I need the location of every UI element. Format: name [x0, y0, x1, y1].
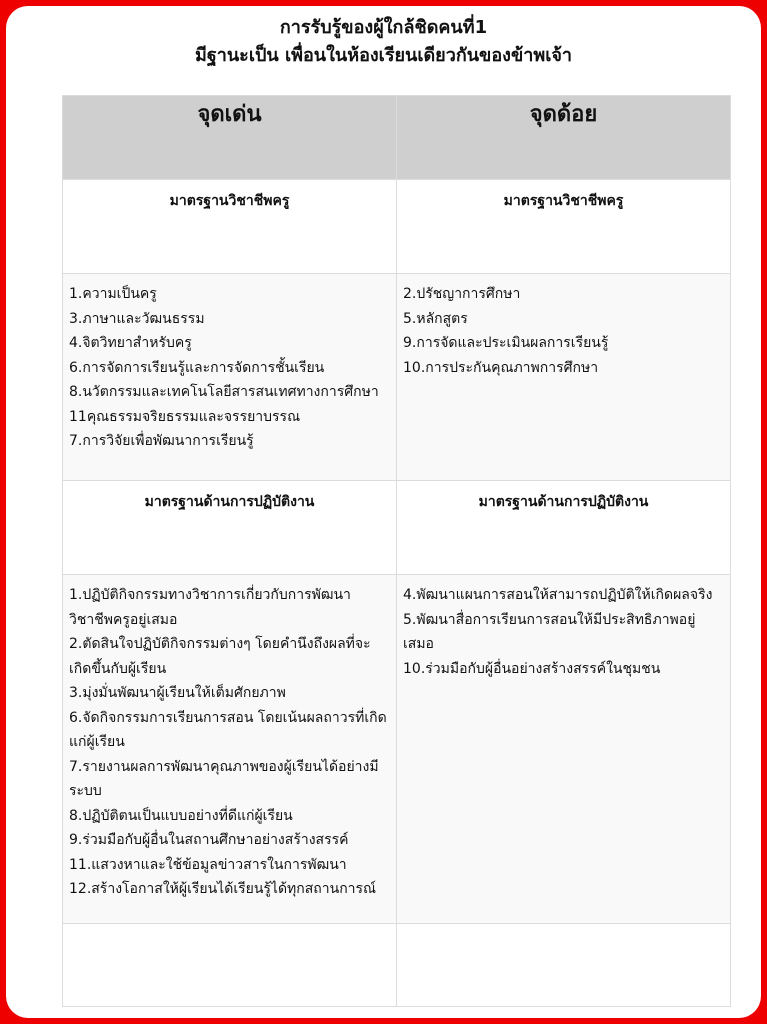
- list-item: 11คุณธรรมจริยธรรมและจรรยาบรรณ: [69, 408, 301, 425]
- page-subtitle: มีฐานะเป็น เพื่อนในห้องเรียนเดียวกันของข้าพเจ้า: [194, 45, 573, 66]
- column-header-strengths: จุดเด่น: [63, 96, 397, 180]
- section1-header-weaknesses: มาตรฐานวิชาชีพครู: [397, 180, 731, 274]
- section2-header-strengths: มาตรฐานด้านการปฏิบัติงาน: [63, 481, 397, 575]
- list-item: 2.ตัดสินใจปฏิบัติกิจกรรมต่างๆ โดยคำนึงถึงผลที่จะเกิดขึ้นกับผู้เรียน: [69, 636, 371, 677]
- list-item: 2.ปรัชญาการศึกษา: [403, 286, 521, 302]
- list-item: 1.ความเป็นครู: [69, 286, 157, 302]
- section-header-row: [63, 481, 731, 575]
- list-item: 4.จิตวิทยาสำหรับครู: [69, 335, 192, 351]
- list-item: 5.หลักสูตร: [403, 310, 468, 327]
- section2-strengths-list: [63, 575, 397, 924]
- list-item: 9.ร่วมมือกับผู้อื่นในสถานศึกษาอย่างสร้างสรรค์: [69, 832, 349, 848]
- section-header-row: [63, 180, 731, 274]
- table-row: [63, 575, 731, 924]
- list-item: 10.ร่วมมือกับผู้อื่นอย่างสร้างสรรค์ในชุมชน: [403, 660, 661, 677]
- page-title: การรับรู้ของผู้ใกล้ชิดคนที่1: [279, 17, 488, 38]
- empty-cell: [63, 924, 397, 1007]
- list-item: 8.ปฏิบัติตนเป็นแบบอย่างที่ดีแก่ผู้เรียน: [69, 807, 293, 824]
- strengths-weaknesses-table: [62, 95, 731, 1007]
- table-row: [63, 274, 731, 481]
- list-item: 5.พัฒนาสื่อการเรียนการสอนให้มีประสิทธิภาพอยู่เสมอ: [403, 611, 696, 652]
- list-item: 11.แสวงหาและใช้ข้อมูลข่าวสารในการพัฒนา: [69, 856, 347, 873]
- section1-header-strengths: มาตรฐานวิชาชีพครู: [63, 180, 397, 274]
- section1-weaknesses-list: [397, 274, 731, 481]
- list-item: 4.พัฒนาแผนการสอนให้สามารถปฏิบัติให้เกิดผลจริง: [403, 587, 713, 603]
- list-item: 10.การประกันคุณภาพการศึกษา: [403, 359, 599, 376]
- section2-header-weaknesses: มาตรฐานด้านการปฏิบัติงาน: [397, 481, 731, 575]
- column-header-weaknesses: จุดด้อย: [397, 96, 731, 180]
- list-item: 6.การจัดการเรียนรู้และการจัดการชั้นเรียน: [69, 359, 325, 376]
- list-item: 7.การวิจัยเพื่อพัฒนาการเรียนรู้: [69, 433, 254, 449]
- list-item: 3.ภาษาและวัฒนธรรม: [69, 310, 205, 327]
- list-item: 1.ปฏิบัติกิจกรรมทางวิชาการเกี่ยวกับการพัฒนาวิชาชีพครูอยู่เสมอ: [69, 587, 351, 628]
- list-item: 3.มุ่งมั่นพัฒนาผู้เรียนให้เต็มศักยภาพ: [69, 685, 286, 701]
- empty-cell: [397, 924, 731, 1007]
- list-item: 6.จัดกิจกรรมการเรียนการสอน โดยเน้นผลถาวรที่เกิดแก่ผู้เรียน: [69, 709, 387, 750]
- list-item: 9.การจัดและประเมินผลการเรียนรู้: [403, 335, 609, 351]
- empty-row: [63, 924, 731, 1007]
- list-item: 12.สร้างโอกาสให้ผู้เรียนได้เรียนรู้ได้ทุกสถานการณ์: [69, 881, 377, 897]
- list-item: 7.รายงานผลการพัฒนาคุณภาพของผู้เรียนได้อย่างมีระบบ: [69, 758, 379, 799]
- section2-weaknesses-list: [397, 575, 731, 924]
- table-header-row: [63, 96, 731, 180]
- section1-strengths-list: [63, 274, 397, 481]
- list-item: 8.นวัตกรรมและเทคโนโลยีสารสนเทศทางการศึกษา: [69, 384, 379, 400]
